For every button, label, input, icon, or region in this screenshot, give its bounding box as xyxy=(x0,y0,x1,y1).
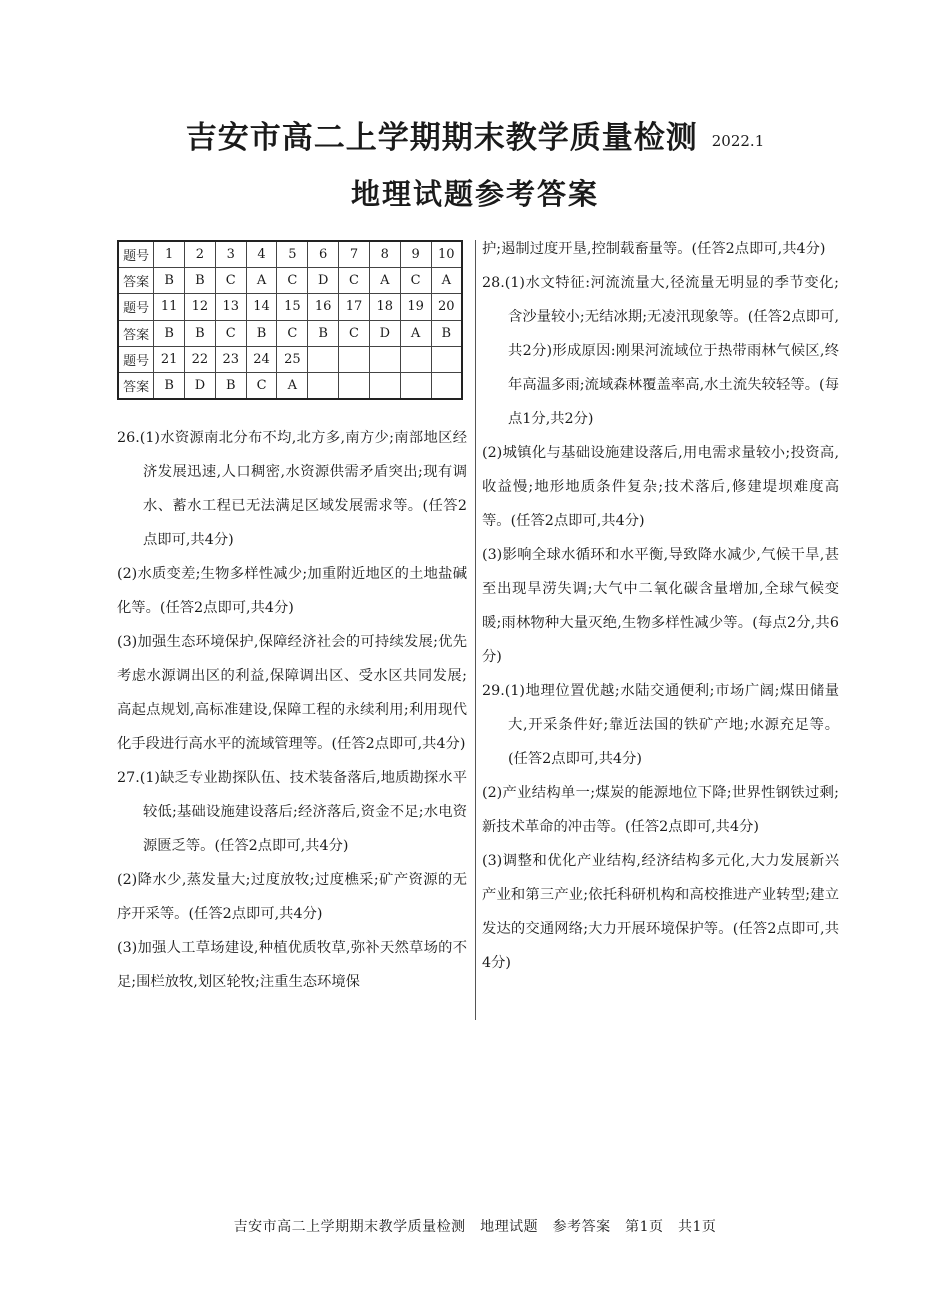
table-cell: B xyxy=(185,267,216,293)
table-cell: B xyxy=(308,320,339,346)
table-row xyxy=(118,294,462,320)
table-cell: C xyxy=(339,267,370,293)
exam-date: 2022.1 xyxy=(711,132,765,150)
row-header-cell: 答案 xyxy=(118,373,154,399)
table-row xyxy=(118,373,462,399)
document-title: 吉安市高二上学期期末教学质量检测 xyxy=(185,120,698,156)
answer-paragraph: 29.(1)地理位置优越;水陆交通便利;市场广阔;煤田储量大,开采条件好;靠近法国的铁矿产地;水源充足等。(任答2点即可,共4分) xyxy=(482,683,839,767)
table-cell: A xyxy=(277,373,308,399)
table-cell xyxy=(400,373,431,399)
table-cell xyxy=(431,373,462,399)
table-cell: 5 xyxy=(277,241,308,267)
table-cell: 24 xyxy=(246,347,277,373)
table-cell: B xyxy=(185,320,216,346)
table-cell: 14 xyxy=(246,294,277,320)
table-cell: 22 xyxy=(185,347,216,373)
table-cell: C xyxy=(215,320,246,346)
table-row xyxy=(118,347,462,373)
table-cell: B xyxy=(154,373,185,399)
answer-paragraph: (3)影响全球水循环和水平衡,导致降水减少,气候干旱,甚至出现旱涝失调;大气中二氧化碳含量增加,全球气候变暖;雨林物种大量灭绝,生物多样性减少等。(每点2分,共6分) xyxy=(482,547,839,665)
table-cell: 8 xyxy=(369,241,400,267)
table-cell: 7 xyxy=(339,241,370,267)
table-cell: C xyxy=(246,373,277,399)
table-cell: 13 xyxy=(215,294,246,320)
row-header-cell: 题号 xyxy=(118,294,154,320)
answer-paragraph: (3)调整和优化产业结构,经济结构多元化,大力发展新兴产业和第三产业;依托科研机构和高校推进产业转型;建立发达的交通网络;大力开展环境保护等。(任答2点即可,共4分) xyxy=(482,853,839,971)
table-cell: D xyxy=(308,267,339,293)
table-cell: 4 xyxy=(246,241,277,267)
answer-paragraph: 27.(1)缺乏专业勘探队伍、技术装备落后,地质勘探水平较低;基础设施建设落后;经济落后,资金不足;水电资源匮乏等。(任答2点即可,共4分) xyxy=(117,770,467,854)
table-cell xyxy=(339,373,370,399)
table-cell: D xyxy=(369,320,400,346)
answer-paragraph: 28.(1)水文特征:河流流量大,径流量无明显的季节变化;含沙量较小;无结冰期;无凌汛现象等。(任答2点即可,共2分)形成原因:刚果河流域位于热带雨林气候区,终年高温多雨;流域森林覆盖率高,水土流失较轻等。(每点1分,共2分) xyxy=(482,275,839,427)
table-cell xyxy=(369,373,400,399)
table-cell: B xyxy=(154,320,185,346)
left-column xyxy=(117,421,467,999)
table-cell: 17 xyxy=(339,294,370,320)
table-cell: 21 xyxy=(154,347,185,373)
table-cell: C xyxy=(339,320,370,346)
table-cell xyxy=(308,373,339,399)
table-cell: 9 xyxy=(400,241,431,267)
table-cell: 2 xyxy=(185,241,216,267)
table-cell: 25 xyxy=(277,347,308,373)
table-cell: A xyxy=(431,267,462,293)
table-cell: 12 xyxy=(185,294,216,320)
answer-paragraph: 护;遏制过度开垦,控制载畜量等。(任答2点即可,共4分) xyxy=(482,241,826,257)
table-cell: 10 xyxy=(431,241,462,267)
table-cell xyxy=(431,347,462,373)
table-row xyxy=(118,267,462,293)
page-footer: 吉安市高二上学期期末教学质量检测 地理试题 参考答案 第1页 共1页 xyxy=(233,1219,717,1235)
table-cell: C xyxy=(277,267,308,293)
table-row xyxy=(118,241,462,267)
answer-paragraph: (2)城镇化与基础设施建设落后,用电需求量较小;投资高,收益慢;地形地质条件复杂;技术落后,修建堤坝难度高等。(任答2点即可,共4分) xyxy=(482,445,839,529)
answer-paragraph: (2)产业结构单一;煤炭的能源地位下降;世界性钢铁过剩;新技术革命的冲击等。(任答2点即可,共4分) xyxy=(482,785,839,835)
table-cell: B xyxy=(215,373,246,399)
row-header-cell: 题号 xyxy=(118,347,154,373)
table-cell: A xyxy=(400,320,431,346)
answer-paragraph: (3)加强生态环境保护,保障经济社会的可持续发展;优先考虑水源调出区的利益,保障调出区、受水区共同发展;高起点规划,高标准建设,保障工程的永续利用;利用现代化手段进行高水平的流域管理等。(任答2点即可,共4分) xyxy=(117,634,467,752)
column-divider xyxy=(475,240,476,1020)
answer-key-table xyxy=(117,240,463,400)
table-cell: D xyxy=(185,373,216,399)
table-cell: B xyxy=(431,320,462,346)
answer-paragraph: (2)水质变差;生物多样性减少;加重附近地区的土地盐碱化等。(任答2点即可,共4分) xyxy=(117,566,467,616)
table-cell xyxy=(308,347,339,373)
table-cell: B xyxy=(154,267,185,293)
row-header-cell: 答案 xyxy=(118,267,154,293)
title-row xyxy=(0,112,950,157)
table-cell xyxy=(400,347,431,373)
table-cell: 6 xyxy=(308,241,339,267)
table-cell: 1 xyxy=(154,241,185,267)
right-column xyxy=(482,232,839,980)
answer-paragraph: (3)加强人工草场建设,种植优质牧草,弥补天然草场的不足;围栏放牧,划区轮牧;注重生态环境保 xyxy=(117,940,467,990)
table-cell: 23 xyxy=(215,347,246,373)
table-cell: 19 xyxy=(400,294,431,320)
row-header-cell: 题号 xyxy=(118,241,154,267)
table-cell: A xyxy=(369,267,400,293)
table-cell: B xyxy=(246,320,277,346)
table-cell: 15 xyxy=(277,294,308,320)
table-cell: 20 xyxy=(431,294,462,320)
table-cell xyxy=(339,347,370,373)
document-subtitle: 地理试题参考答案 xyxy=(350,177,599,211)
table-cell: 16 xyxy=(308,294,339,320)
answer-paragraph: 26.(1)水资源南北分布不均,北方多,南方少;南部地区经济发展迅速,人口稠密,水资源供需矛盾突出;现有调水、蓄水工程已无法满足区域发展需求等。(任答2点即可,共4分) xyxy=(117,430,467,548)
table-cell: C xyxy=(215,267,246,293)
table-cell: A xyxy=(246,267,277,293)
answer-paragraph: (2)降水少,蒸发量大;过度放牧;过度樵采;矿产资源的无序开采等。(任答2点即可,共4分) xyxy=(117,872,467,922)
table-cell: 18 xyxy=(369,294,400,320)
table-cell xyxy=(369,347,400,373)
table-row xyxy=(118,320,462,346)
row-header-cell: 答案 xyxy=(118,320,154,346)
table-cell: 11 xyxy=(154,294,185,320)
table-cell: C xyxy=(400,267,431,293)
table-cell: 3 xyxy=(215,241,246,267)
table-cell: C xyxy=(277,320,308,346)
